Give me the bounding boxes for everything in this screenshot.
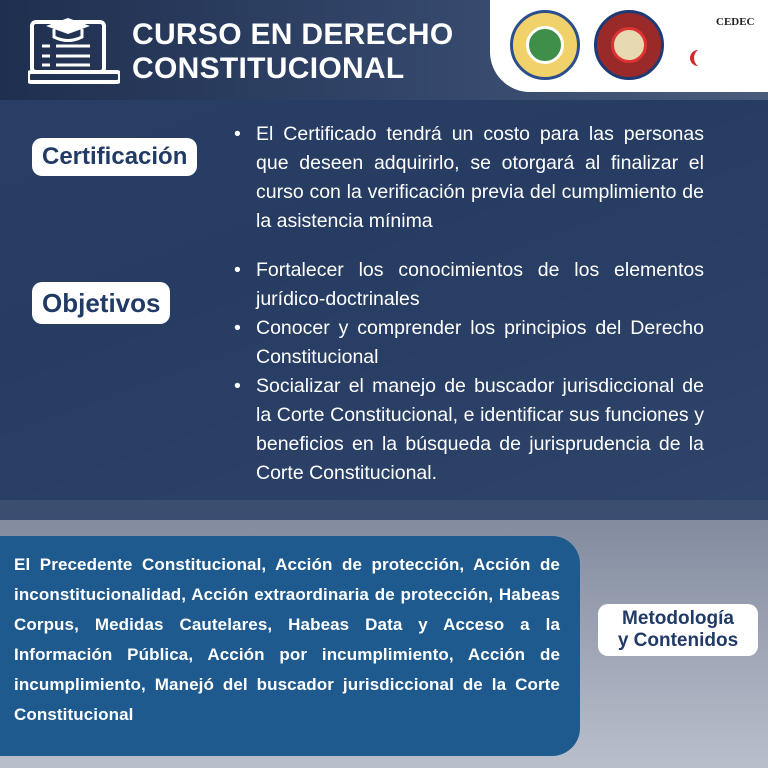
title-line-2: CONSTITUCIONAL	[132, 52, 405, 85]
objetivos-list	[232, 256, 704, 488]
logo-panel	[490, 0, 768, 92]
lawyers-college-seal-logo	[594, 10, 664, 80]
list-item: • Fortalecer los conocimientos de los elementos jurídico-doctrinales	[232, 256, 704, 314]
cedec-logo	[682, 14, 762, 84]
certificacion-list	[232, 120, 704, 236]
certificacion-label: Certificación	[32, 138, 197, 176]
objetivos-label: Objetivos	[32, 282, 170, 324]
metodologia-label-line-1: Metodología	[622, 608, 734, 629]
title-line-1: CURSO EN DERECHO	[132, 18, 454, 51]
contenidos-text: El Precedente Constitucional, Acción de protección, Acción de inconstitucionalidad, Acción extraordinaria de protección, Habeas Corpus, Medidas Cautelares, Habeas Data y Acceso a la Información Pública, Acción por incumplimiento, Acción de incumplimiento, Manejó del buscador jurisdiccional de la Corte Constitucional	[14, 555, 560, 724]
cedec-mark-icon	[682, 20, 714, 68]
list-item: • Conocer y comprender los principios del Derecho Constitucional	[232, 314, 704, 372]
cedec-name: CEDEC	[716, 16, 755, 28]
contenidos-box	[0, 536, 580, 756]
list-item: • Socializar el manejo de buscador jurisdiccional de la Corte Constitucional, e identificar sus funciones y beneficios en la búsqueda de jurisprudencia de la Corte Constitucional.	[232, 372, 704, 488]
online-course-icon	[28, 14, 120, 88]
page-title	[132, 18, 472, 86]
university-seal-logo	[510, 10, 580, 80]
metodologia-label-line-2: y Contenidos	[617, 630, 739, 651]
list-item: • El Certificado tendrá un costo para las personas que deseen adquirirlo, se otorgará al finalizar el curso con la verificación previa del cumplimiento de la asistencia mínima	[232, 120, 704, 236]
metodologia-label	[598, 604, 758, 656]
